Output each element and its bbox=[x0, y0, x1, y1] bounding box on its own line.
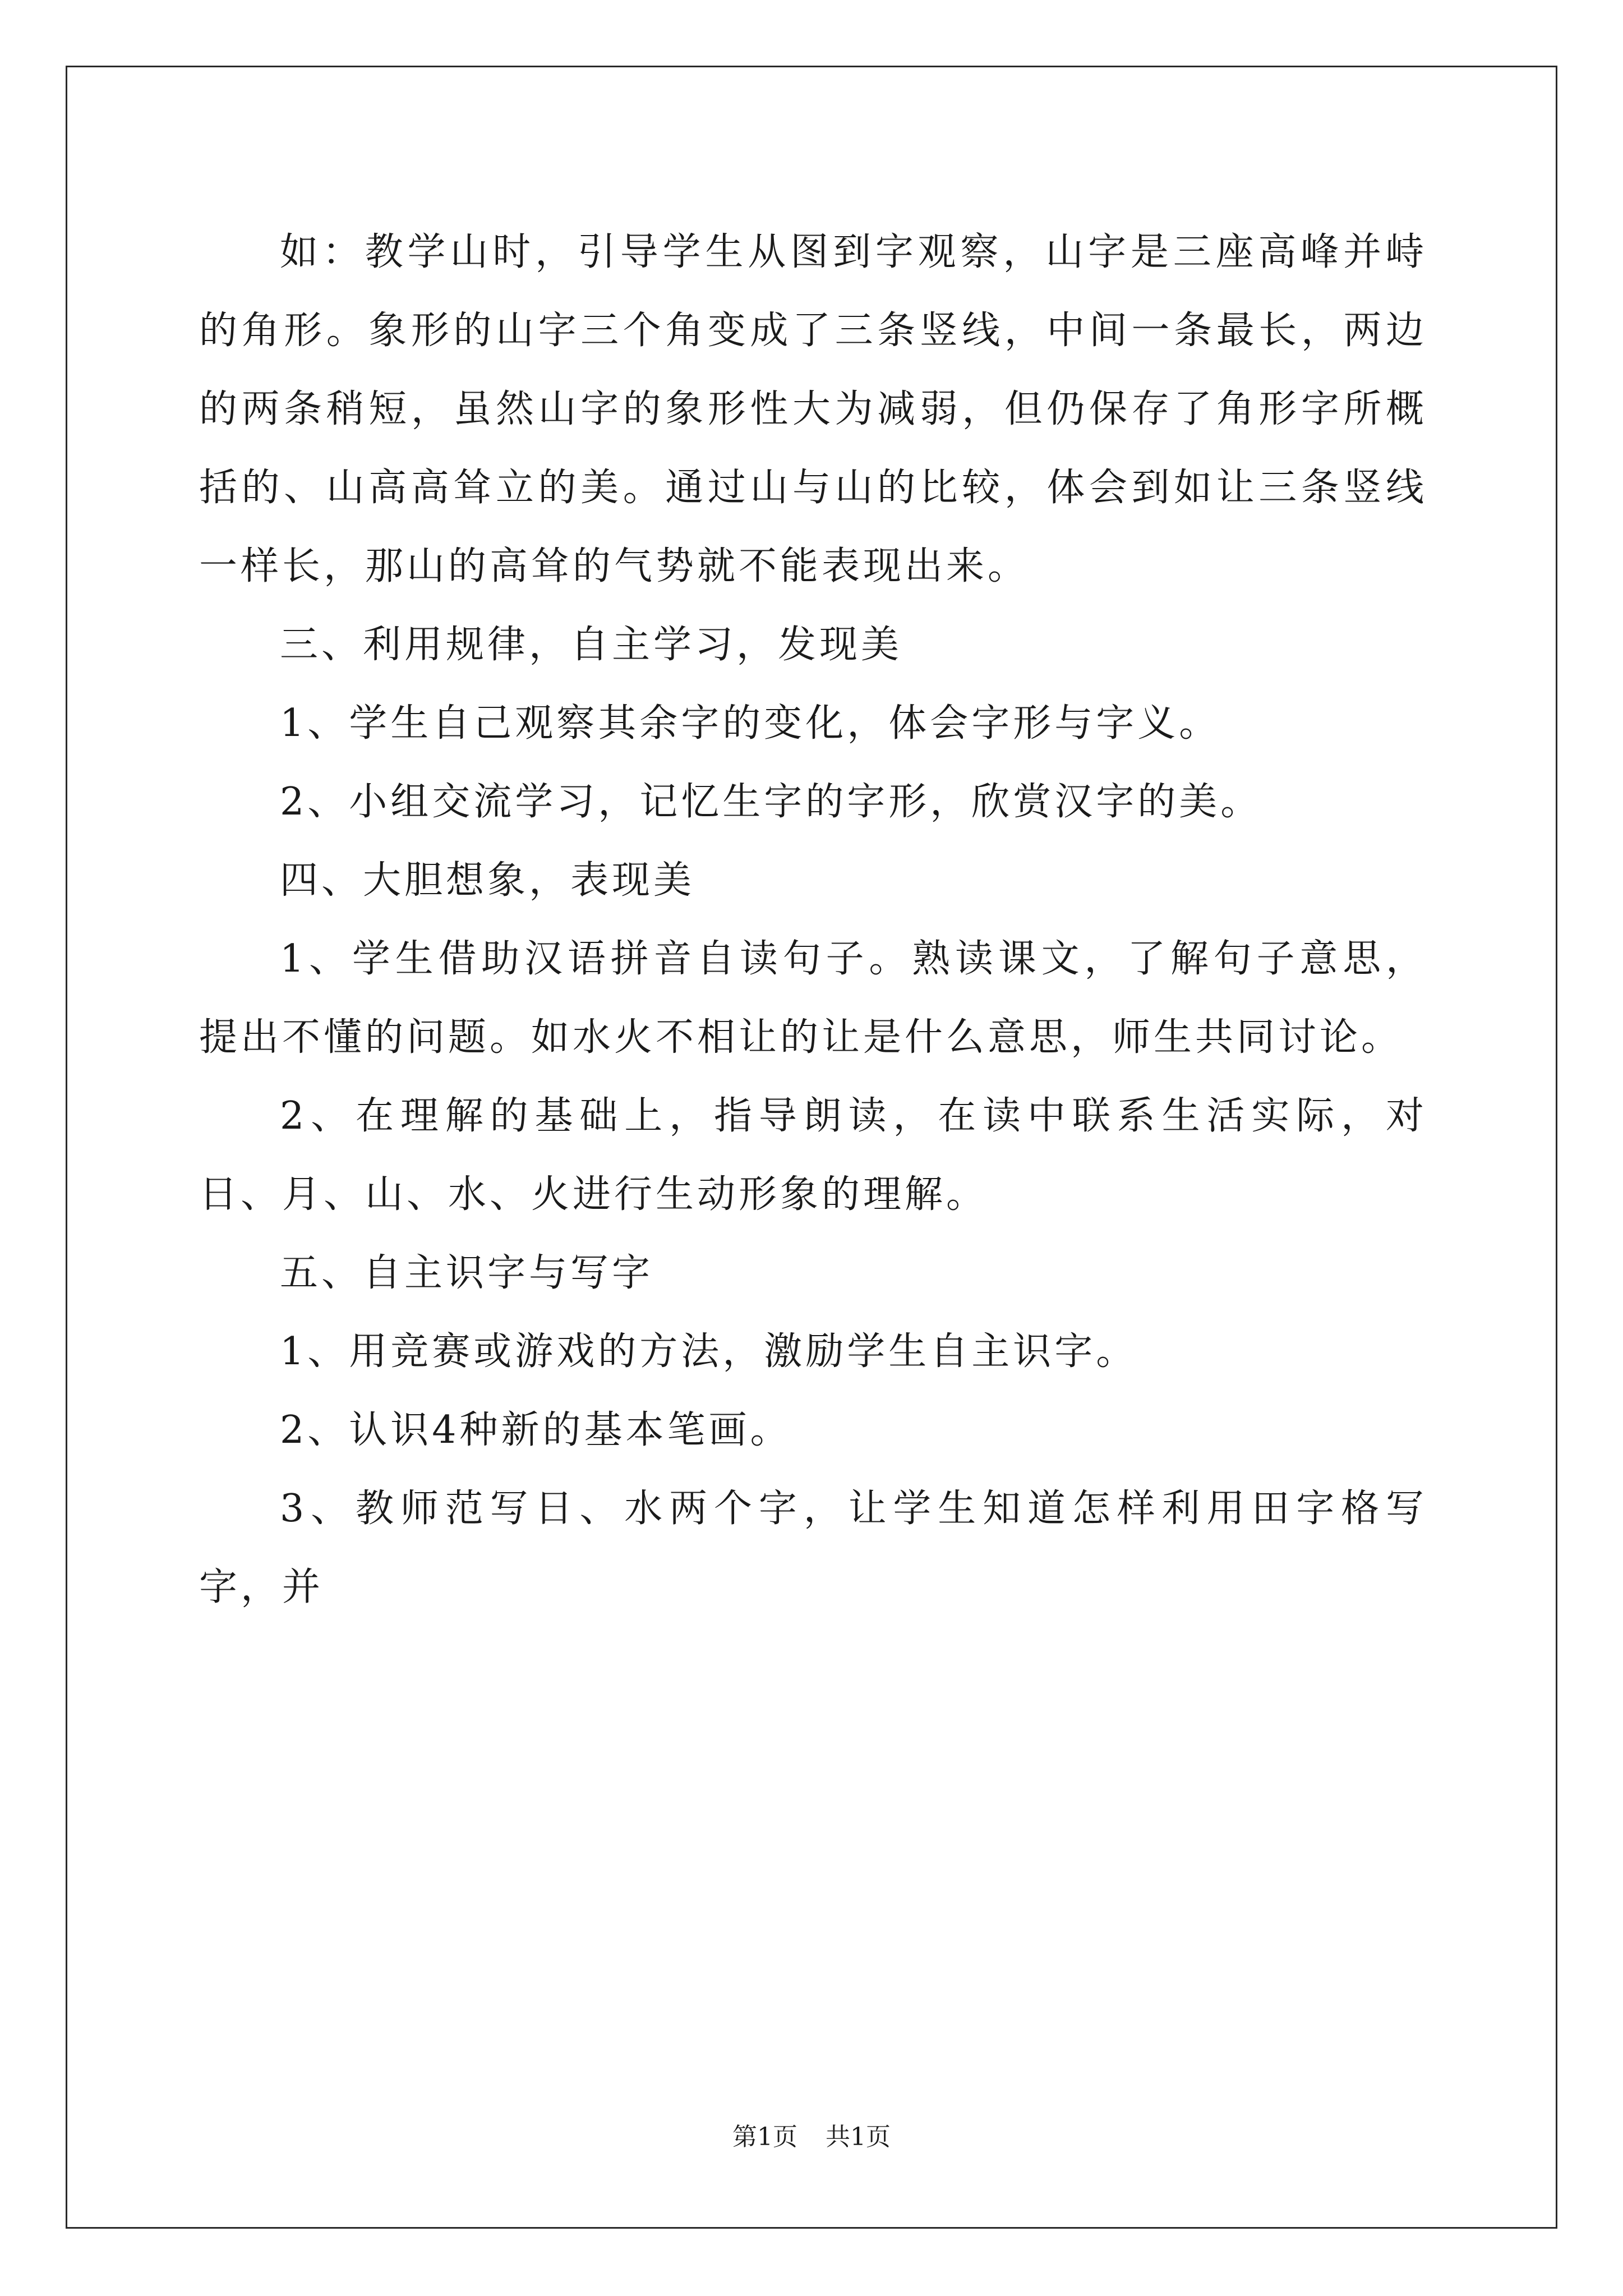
paragraph: 2、小组交流学习，记忆生字的字形，欣赏汉字的美。 bbox=[280, 780, 1262, 824]
section-heading: 四、大胆想象，表现美 bbox=[280, 858, 695, 903]
section-heading: 三、利用规律，自主学习，发现美 bbox=[280, 623, 903, 667]
page-footer bbox=[0, 2120, 1623, 2154]
page-number-current: 第1页 bbox=[732, 2123, 797, 2151]
paragraph: 2、认识4种新的基本笔画。 bbox=[280, 1408, 792, 1452]
paragraph: 1、学生借助汉语拼音自读句子。熟读课文，了解句子意思，提出不懂的问题。如水火不相让的让是什么意思，师生共同讨论。 bbox=[199, 937, 1427, 1060]
page-number-total: 共1页 bbox=[826, 2123, 891, 2151]
paragraph: 如：教学山时，引导学生从图到字观察，山字是三座高峰并峙的角形。象形的山字三个角变成了三条竖线，中间一条最长，两边的两条稍短，虽然山字的象形性大为减弱，但仍保存了角形字所概括的、山高高耸立的美。通过山与山的比较，体会到如让三条竖线一样长，那山的高耸的气势就不能表现出来。 bbox=[199, 230, 1427, 588]
document-body bbox=[199, 213, 1427, 1627]
paragraph: 1、学生自己观察其余字的变化，体会字形与字义。 bbox=[280, 701, 1221, 746]
paragraph: 3、教师范写日、水两个字，让学生知道怎样利用田字格写字，并 bbox=[199, 1487, 1427, 1609]
paragraph: 1、用竞赛或游戏的方法，激励学生自主识字。 bbox=[280, 1329, 1138, 1374]
paragraph: 2、在理解的基础上，指导朗读，在读中联系生活实际，对日、月、山、水、火进行生动形象的理解。 bbox=[199, 1094, 1427, 1217]
section-heading: 五、自主识字与写字 bbox=[280, 1251, 654, 1295]
